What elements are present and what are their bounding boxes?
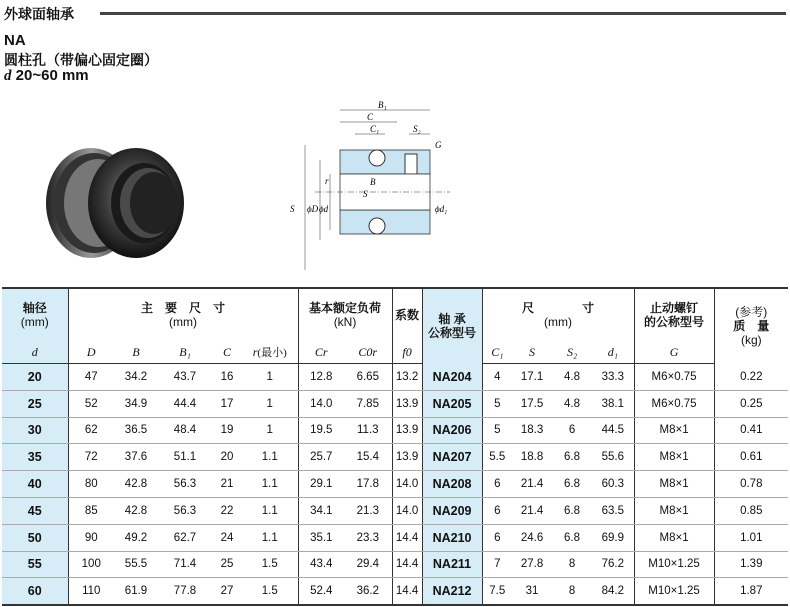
table-cell: M10×1.25: [634, 551, 714, 578]
table-cell: 55.5: [114, 551, 158, 578]
bearing-photo: [36, 138, 196, 268]
table-cell: NA205: [422, 390, 482, 417]
table-cell: 37.6: [114, 444, 158, 471]
table-cell: NA209: [422, 497, 482, 524]
table-cell: NA211: [422, 551, 482, 578]
sym-B1: B₁: [158, 341, 212, 364]
bearing-spec-table: [2, 287, 788, 606]
svg-text:B₁: B₁: [378, 100, 387, 110]
svg-text:S: S: [290, 204, 295, 214]
table-cell: 43.7: [158, 364, 212, 391]
table-cell: NA210: [422, 524, 482, 551]
table-cell: M8×1: [634, 417, 714, 444]
svg-text:ϕD: ϕD: [307, 204, 319, 214]
table-row: [2, 364, 788, 391]
table-cell: 56.3: [158, 497, 212, 524]
table-cell: 29.4: [344, 551, 392, 578]
table-cell: 14.0: [392, 471, 422, 498]
table-cell: NA208: [422, 471, 482, 498]
table-cell: 5: [482, 417, 512, 444]
table-cell: 36.2: [344, 578, 392, 605]
table-cell: 1: [242, 390, 298, 417]
factor-header: 系数: [392, 288, 422, 341]
table-cell: 25: [2, 390, 68, 417]
table-cell: 0.22: [714, 364, 788, 391]
table-cell: 1.87: [714, 578, 788, 605]
table-cell: 0.25: [714, 390, 788, 417]
sym-G: G: [634, 341, 714, 364]
table-cell: 62: [68, 417, 114, 444]
table-cell: 43.4: [298, 551, 344, 578]
table-cell: 63.5: [592, 497, 634, 524]
table-row: [2, 444, 788, 471]
table-row: [2, 551, 788, 578]
table-cell: 49.2: [114, 524, 158, 551]
svg-text:r: r: [325, 176, 329, 186]
table-cell: 52: [68, 390, 114, 417]
table-cell: 35.1: [298, 524, 344, 551]
table-cell: 13.9: [392, 390, 422, 417]
table-cell: 42.8: [114, 471, 158, 498]
table-cell: NA206: [422, 417, 482, 444]
table-cell: 30: [2, 417, 68, 444]
table-cell: M8×1: [634, 444, 714, 471]
category-title: 外球面轴承: [4, 6, 74, 22]
table-cell: 8: [552, 578, 592, 605]
table-cell: 19: [212, 417, 242, 444]
table-cell: 77.8: [158, 578, 212, 605]
table-cell: 1.39: [714, 551, 788, 578]
table-cell: 34.1: [298, 497, 344, 524]
table-cell: 17: [212, 390, 242, 417]
dims-header: 尺 寸 (mm): [482, 288, 634, 341]
svg-text:ϕd: ϕd: [319, 204, 329, 214]
table-cell: 33.3: [592, 364, 634, 391]
table-cell: 76.2: [592, 551, 634, 578]
sym-S: S: [512, 341, 552, 364]
main-dims-header: 主 要 尺 寸 (mm): [68, 288, 298, 341]
table-cell: 85: [68, 497, 114, 524]
table-cell: 0.41: [714, 417, 788, 444]
table-cell: 55.6: [592, 444, 634, 471]
table-cell: 23.3: [344, 524, 392, 551]
table-cell: 22: [212, 497, 242, 524]
table-cell: M8×1: [634, 471, 714, 498]
table-cell: 8: [552, 551, 592, 578]
table-cell: NA207: [422, 444, 482, 471]
table-cell: 6.8: [552, 524, 592, 551]
table-cell: 60.3: [592, 471, 634, 498]
table-cell: 38.1: [592, 390, 634, 417]
series-name: NA: [4, 32, 26, 49]
table-cell: NA204: [422, 364, 482, 391]
table-cell: 20: [2, 364, 68, 391]
table-cell: 6: [552, 417, 592, 444]
table-cell: 6: [482, 497, 512, 524]
sym-C0r: C0r: [344, 341, 392, 364]
sym-C1: C₁: [482, 341, 512, 364]
table-cell: 35: [2, 444, 68, 471]
table-cell: 84.2: [592, 578, 634, 605]
table-cell: 17.5: [512, 390, 552, 417]
table-cell: 25.7: [298, 444, 344, 471]
screw-header: 止动螺钉 的公称型号: [634, 288, 714, 341]
svg-text:C: C: [367, 112, 374, 122]
table-cell: 21: [212, 471, 242, 498]
table-cell: 72: [68, 444, 114, 471]
table-cell: 14.4: [392, 578, 422, 605]
table-cell: 14.0: [392, 497, 422, 524]
table-cell: 14.4: [392, 524, 422, 551]
table-row: [2, 471, 788, 498]
table-cell: 16: [212, 364, 242, 391]
svg-text:S₂: S₂: [413, 124, 421, 134]
table-cell: 21.3: [344, 497, 392, 524]
table-cell: 29.1: [298, 471, 344, 498]
table-cell: 45: [2, 497, 68, 524]
table-cell: 5: [482, 390, 512, 417]
table-cell: 21.4: [512, 497, 552, 524]
svg-text:S: S: [363, 189, 368, 199]
table-cell: 7.85: [344, 390, 392, 417]
table-cell: 27: [212, 578, 242, 605]
table-cell: 11.3: [344, 417, 392, 444]
table-row: [2, 390, 788, 417]
sym-S2: S₂: [552, 341, 592, 364]
table-cell: 1.1: [242, 471, 298, 498]
table-cell: 55: [2, 551, 68, 578]
sym-d: d: [2, 341, 68, 364]
table-cell: 47: [68, 364, 114, 391]
table-cell: 7: [482, 551, 512, 578]
table-cell: M6×0.75: [634, 390, 714, 417]
model-header: 轴 承 公称型号: [422, 288, 482, 364]
table-cell: M8×1: [634, 524, 714, 551]
table-cell: 18.8: [512, 444, 552, 471]
table-cell: 0.61: [714, 444, 788, 471]
svg-text:ϕd₁: ϕd₁: [435, 204, 448, 214]
table-cell: 90: [68, 524, 114, 551]
table-cell: 6.65: [344, 364, 392, 391]
table-cell: 20: [212, 444, 242, 471]
table-cell: 1.1: [242, 444, 298, 471]
table-cell: 69.9: [592, 524, 634, 551]
table-cell: 15.4: [344, 444, 392, 471]
table-cell: 110: [68, 578, 114, 605]
sym-C: C: [212, 341, 242, 364]
table-cell: 6.8: [552, 497, 592, 524]
table-cell: M10×1.25: [634, 578, 714, 605]
table-cell: 13.9: [392, 417, 422, 444]
table-cell: 40: [2, 471, 68, 498]
load-header: 基本额定负荷 (kN): [298, 288, 392, 341]
table-cell: 1.01: [714, 524, 788, 551]
table-cell: 48.4: [158, 417, 212, 444]
table-cell: 36.5: [114, 417, 158, 444]
svg-text:B: B: [370, 177, 376, 187]
table-cell: 17.8: [344, 471, 392, 498]
table-cell: 31: [512, 578, 552, 605]
table-cell: 12.8: [298, 364, 344, 391]
svg-text:C₁: C₁: [370, 124, 380, 134]
table-row: [2, 578, 788, 605]
table-cell: 60: [2, 578, 68, 605]
table-cell: 0.78: [714, 471, 788, 498]
table-row: [2, 497, 788, 524]
sym-r: r(最小): [242, 341, 298, 364]
mass-header: (参考) 质 量 (kg): [714, 288, 788, 364]
table-cell: 7.5: [482, 578, 512, 605]
table-cell: 14.4: [392, 551, 422, 578]
table-cell: 5.5: [482, 444, 512, 471]
table-cell: 13.2: [392, 364, 422, 391]
sym-d1: d₁: [592, 341, 634, 364]
table-cell: 62.7: [158, 524, 212, 551]
sym-B: B: [114, 341, 158, 364]
header-rule: [100, 12, 786, 15]
table-cell: 50: [2, 524, 68, 551]
table-cell: 17.1: [512, 364, 552, 391]
table-cell: 61.9: [114, 578, 158, 605]
bore-header: 轴径 (mm): [2, 288, 68, 341]
table-cell: 44.4: [158, 390, 212, 417]
table-cell: 14.0: [298, 390, 344, 417]
sym-D: D: [68, 341, 114, 364]
table-cell: 51.1: [158, 444, 212, 471]
table-cell: M8×1: [634, 497, 714, 524]
table-cell: 13.9: [392, 444, 422, 471]
series-subtitle: 圆柱孔（带偏心固定圈）: [4, 52, 158, 68]
table-cell: 4.8: [552, 364, 592, 391]
table-cell: 1.1: [242, 497, 298, 524]
table-row: [2, 524, 788, 551]
table-cell: 24: [212, 524, 242, 551]
table-cell: 24.6: [512, 524, 552, 551]
table-cell: 25: [212, 551, 242, 578]
bearing-cross-section-drawing: [285, 90, 475, 275]
table-cell: 34.2: [114, 364, 158, 391]
table-cell: 4.8: [552, 390, 592, 417]
svg-text:G: G: [435, 140, 442, 150]
sym-Cr: Cr: [298, 341, 344, 364]
table-cell: 6: [482, 471, 512, 498]
table-cell: 18.3: [512, 417, 552, 444]
table-cell: 1: [242, 417, 298, 444]
table-cell: 1.5: [242, 551, 298, 578]
table-cell: 4: [482, 364, 512, 391]
table-cell: 56.3: [158, 471, 212, 498]
table-cell: 34.9: [114, 390, 158, 417]
sym-f0: f0: [392, 341, 422, 364]
table-cell: 44.5: [592, 417, 634, 444]
table-cell: 42.8: [114, 497, 158, 524]
table-cell: 0.85: [714, 497, 788, 524]
bore-range: d 20~60 mm: [4, 67, 89, 84]
table-cell: 19.5: [298, 417, 344, 444]
table-cell: 80: [68, 471, 114, 498]
table-cell: 71.4: [158, 551, 212, 578]
table-cell: 21.4: [512, 471, 552, 498]
table-cell: NA212: [422, 578, 482, 605]
table-cell: 100: [68, 551, 114, 578]
table-cell: 6.8: [552, 471, 592, 498]
table-cell: 1: [242, 364, 298, 391]
table-cell: 27.8: [512, 551, 552, 578]
table-cell: 1.5: [242, 578, 298, 605]
table-row: [2, 417, 788, 444]
table-cell: 52.4: [298, 578, 344, 605]
table-cell: 1.1: [242, 524, 298, 551]
table-cell: M6×0.75: [634, 364, 714, 391]
table-cell: 6.8: [552, 444, 592, 471]
table-cell: 6: [482, 524, 512, 551]
